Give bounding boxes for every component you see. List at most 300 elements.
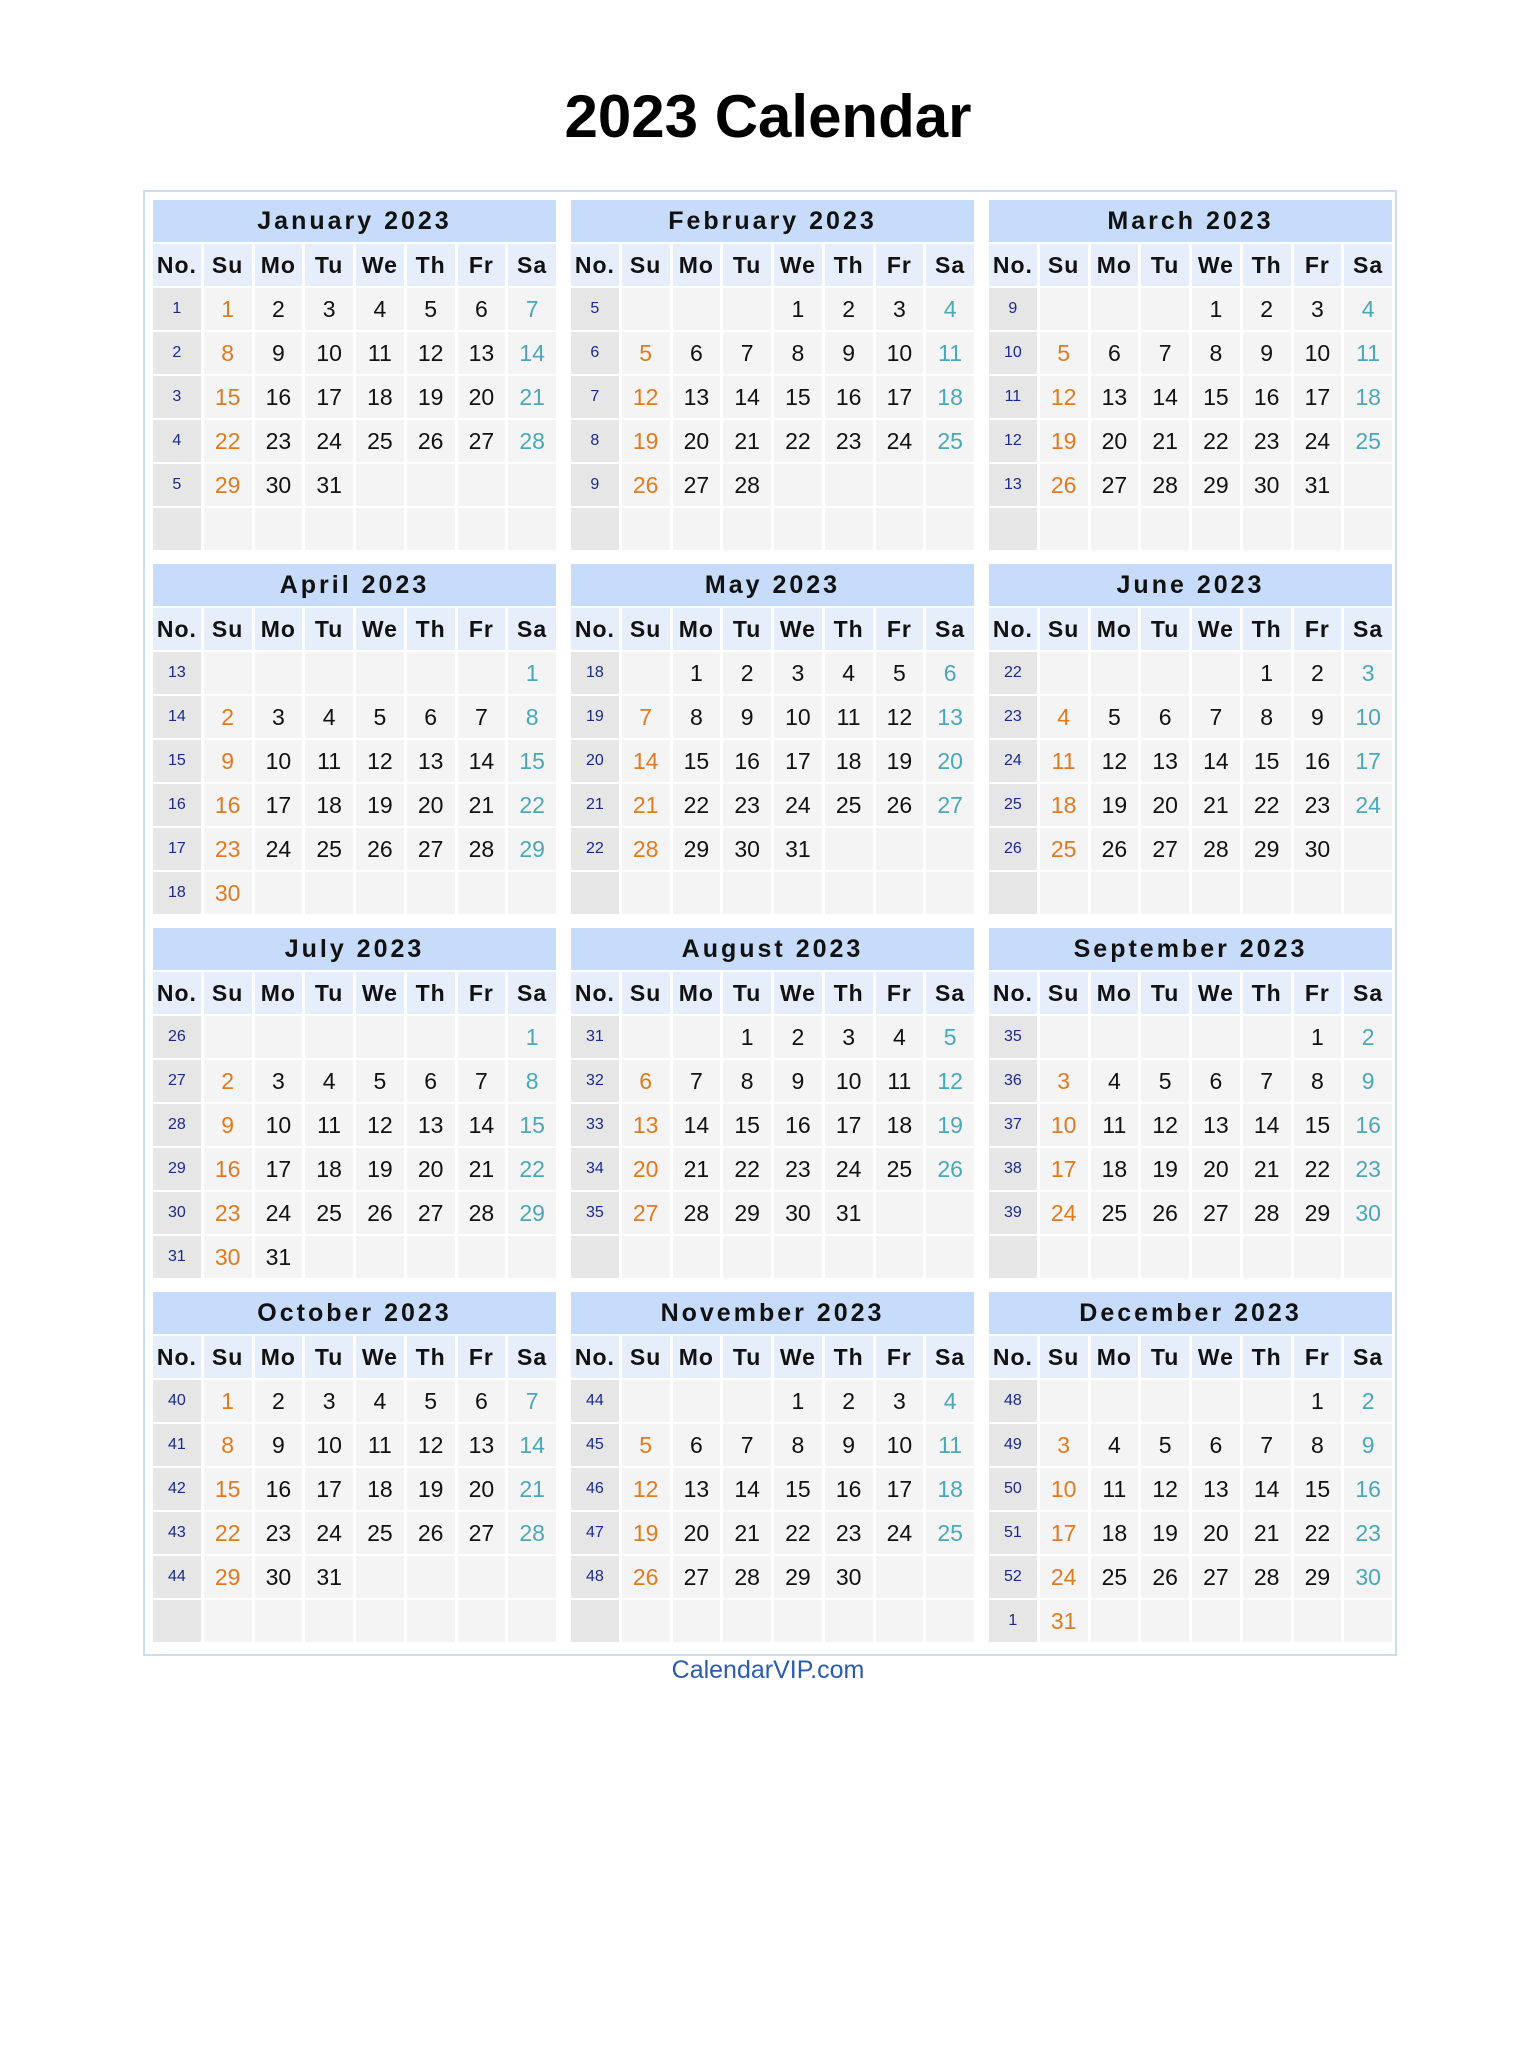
day-cell: 7 bbox=[1141, 332, 1189, 374]
week-row bbox=[571, 508, 974, 550]
day-cell: 21 bbox=[1243, 1148, 1291, 1190]
week-number: 40 bbox=[153, 1380, 201, 1422]
day-cell bbox=[1294, 872, 1342, 914]
day-cell: 8 bbox=[204, 332, 252, 374]
weekday-header-th: Th bbox=[1243, 972, 1291, 1014]
day-cell bbox=[825, 508, 873, 550]
day-cell bbox=[458, 1556, 506, 1598]
day-cell: 30 bbox=[1294, 828, 1342, 870]
day-cell: 5 bbox=[407, 288, 455, 330]
month-block bbox=[153, 200, 556, 550]
weekday-header-mo: Mo bbox=[673, 244, 721, 286]
day-cell: 19 bbox=[356, 1148, 404, 1190]
day-cell: 1 bbox=[774, 1380, 822, 1422]
week-number-header: No. bbox=[989, 244, 1037, 286]
day-cell bbox=[508, 508, 556, 550]
day-cell: 9 bbox=[825, 1424, 873, 1466]
day-cell bbox=[774, 464, 822, 506]
day-cell bbox=[356, 508, 404, 550]
day-cell bbox=[723, 508, 771, 550]
day-cell: 2 bbox=[1344, 1380, 1392, 1422]
weekday-header-row bbox=[571, 1336, 974, 1378]
day-cell: 27 bbox=[1192, 1556, 1240, 1598]
weekday-header-fr: Fr bbox=[876, 972, 924, 1014]
day-cell bbox=[1192, 1380, 1240, 1422]
day-cell: 27 bbox=[458, 1512, 506, 1554]
day-cell bbox=[1243, 872, 1291, 914]
day-cell: 23 bbox=[825, 1512, 873, 1554]
day-cell: 18 bbox=[356, 376, 404, 418]
day-cell: 27 bbox=[407, 1192, 455, 1234]
week-number: 22 bbox=[571, 828, 619, 870]
day-cell: 14 bbox=[723, 1468, 771, 1510]
day-cell bbox=[407, 1236, 455, 1278]
weekday-header-th: Th bbox=[1243, 608, 1291, 650]
day-cell: 29 bbox=[673, 828, 721, 870]
week-number: 15 bbox=[153, 740, 201, 782]
day-cell: 16 bbox=[255, 1468, 303, 1510]
week-number bbox=[989, 508, 1037, 550]
day-cell: 30 bbox=[723, 828, 771, 870]
week-row bbox=[571, 784, 974, 826]
week-row bbox=[989, 1424, 1392, 1466]
day-cell: 26 bbox=[1141, 1556, 1189, 1598]
day-cell: 17 bbox=[1344, 740, 1392, 782]
day-cell bbox=[876, 1236, 924, 1278]
day-cell: 2 bbox=[1294, 652, 1342, 694]
day-cell: 17 bbox=[774, 740, 822, 782]
week-number: 13 bbox=[989, 464, 1037, 506]
day-cell: 18 bbox=[305, 784, 353, 826]
day-cell bbox=[1192, 508, 1240, 550]
day-cell: 9 bbox=[255, 1424, 303, 1466]
weekday-header-su: Su bbox=[204, 244, 252, 286]
day-cell bbox=[1141, 1380, 1189, 1422]
day-cell: 22 bbox=[1192, 420, 1240, 462]
day-cell: 23 bbox=[255, 420, 303, 462]
weekday-header-th: Th bbox=[825, 972, 873, 1014]
weekday-header-su: Su bbox=[1040, 608, 1088, 650]
day-cell: 25 bbox=[876, 1148, 924, 1190]
day-cell: 24 bbox=[774, 784, 822, 826]
day-cell: 26 bbox=[356, 828, 404, 870]
day-cell bbox=[1344, 872, 1392, 914]
day-cell: 20 bbox=[1192, 1148, 1240, 1190]
week-row bbox=[153, 872, 556, 914]
week-row bbox=[153, 1468, 556, 1510]
day-cell bbox=[407, 1556, 455, 1598]
day-cell: 10 bbox=[255, 1104, 303, 1146]
day-cell: 28 bbox=[458, 828, 506, 870]
week-row bbox=[571, 740, 974, 782]
day-cell: 10 bbox=[1294, 332, 1342, 374]
footer-link[interactable]: CalendarVIP.com bbox=[671, 1656, 865, 1684]
day-cell: 11 bbox=[356, 332, 404, 374]
day-cell: 26 bbox=[407, 420, 455, 462]
day-cell: 8 bbox=[673, 696, 721, 738]
day-cell: 1 bbox=[204, 1380, 252, 1422]
weekday-header-we: We bbox=[1192, 608, 1240, 650]
week-number: 44 bbox=[153, 1556, 201, 1598]
day-cell: 25 bbox=[1091, 1556, 1139, 1598]
month-title: November 2023 bbox=[571, 1292, 974, 1334]
week-number bbox=[571, 1236, 619, 1278]
day-cell bbox=[774, 1600, 822, 1642]
day-cell: 3 bbox=[305, 1380, 353, 1422]
day-cell bbox=[458, 1236, 506, 1278]
weekday-header-fr: Fr bbox=[458, 1336, 506, 1378]
day-cell bbox=[255, 872, 303, 914]
weekday-header-fr: Fr bbox=[458, 608, 506, 650]
day-cell bbox=[1091, 872, 1139, 914]
weekday-header-fr: Fr bbox=[876, 1336, 924, 1378]
day-cell: 31 bbox=[1040, 1600, 1088, 1642]
weekday-header-th: Th bbox=[825, 244, 873, 286]
day-cell: 16 bbox=[1344, 1104, 1392, 1146]
day-cell bbox=[305, 652, 353, 694]
day-cell: 10 bbox=[774, 696, 822, 738]
day-cell bbox=[825, 1600, 873, 1642]
day-cell: 10 bbox=[1040, 1104, 1088, 1146]
day-cell: 26 bbox=[356, 1192, 404, 1234]
week-number-header: No. bbox=[571, 608, 619, 650]
day-cell bbox=[673, 1600, 721, 1642]
week-row bbox=[989, 1104, 1392, 1146]
day-cell: 6 bbox=[458, 288, 506, 330]
day-cell: 15 bbox=[774, 376, 822, 418]
day-cell bbox=[305, 1600, 353, 1642]
day-cell: 21 bbox=[508, 1468, 556, 1510]
day-cell: 4 bbox=[926, 288, 974, 330]
day-cell: 2 bbox=[825, 288, 873, 330]
day-cell bbox=[622, 1016, 670, 1058]
week-number-header: No. bbox=[153, 608, 201, 650]
day-cell bbox=[508, 1236, 556, 1278]
day-cell: 18 bbox=[926, 1468, 974, 1510]
day-cell: 29 bbox=[1192, 464, 1240, 506]
day-cell: 1 bbox=[1192, 288, 1240, 330]
day-cell bbox=[458, 652, 506, 694]
day-cell: 23 bbox=[774, 1148, 822, 1190]
day-cell: 4 bbox=[1091, 1424, 1139, 1466]
week-number: 4 bbox=[153, 420, 201, 462]
month-block bbox=[153, 564, 556, 914]
day-cell: 18 bbox=[1344, 376, 1392, 418]
weekday-header-sa: Sa bbox=[926, 1336, 974, 1378]
day-cell: 18 bbox=[1091, 1512, 1139, 1554]
day-cell: 23 bbox=[255, 1512, 303, 1554]
day-cell: 19 bbox=[407, 376, 455, 418]
day-cell bbox=[774, 1236, 822, 1278]
weekday-header-mo: Mo bbox=[1091, 1336, 1139, 1378]
day-cell: 19 bbox=[356, 784, 404, 826]
day-cell bbox=[458, 464, 506, 506]
day-cell bbox=[1192, 1016, 1240, 1058]
day-cell: 21 bbox=[673, 1148, 721, 1190]
weekday-header-tu: Tu bbox=[723, 972, 771, 1014]
week-number: 35 bbox=[571, 1192, 619, 1234]
day-cell: 19 bbox=[1141, 1512, 1189, 1554]
weekday-header-tu: Tu bbox=[1141, 608, 1189, 650]
weekday-header-we: We bbox=[774, 608, 822, 650]
weekday-header-mo: Mo bbox=[673, 1336, 721, 1378]
day-cell: 21 bbox=[1243, 1512, 1291, 1554]
day-cell bbox=[255, 1016, 303, 1058]
week-row bbox=[153, 288, 556, 330]
week-row bbox=[989, 784, 1392, 826]
day-cell: 28 bbox=[1243, 1192, 1291, 1234]
week-row bbox=[989, 872, 1392, 914]
day-cell: 17 bbox=[1040, 1512, 1088, 1554]
week-number: 48 bbox=[989, 1380, 1037, 1422]
day-cell: 30 bbox=[1344, 1556, 1392, 1598]
day-cell: 19 bbox=[622, 1512, 670, 1554]
day-cell: 4 bbox=[926, 1380, 974, 1422]
week-row bbox=[989, 652, 1392, 694]
week-number: 34 bbox=[571, 1148, 619, 1190]
day-cell: 4 bbox=[305, 696, 353, 738]
weekday-header-row bbox=[153, 972, 556, 1014]
month-title: March 2023 bbox=[989, 200, 1392, 242]
day-cell: 3 bbox=[774, 652, 822, 694]
weekday-header-sa: Sa bbox=[1344, 1336, 1392, 1378]
day-cell: 19 bbox=[1040, 420, 1088, 462]
day-cell bbox=[825, 1236, 873, 1278]
day-cell bbox=[1192, 1236, 1240, 1278]
day-cell: 26 bbox=[622, 464, 670, 506]
month-title: January 2023 bbox=[153, 200, 556, 242]
month-title: February 2023 bbox=[571, 200, 974, 242]
day-cell bbox=[305, 872, 353, 914]
day-cell: 31 bbox=[305, 1556, 353, 1598]
week-number: 52 bbox=[989, 1556, 1037, 1598]
day-cell: 5 bbox=[1141, 1060, 1189, 1102]
day-cell: 6 bbox=[1091, 332, 1139, 374]
week-number: 2 bbox=[153, 332, 201, 374]
day-cell: 14 bbox=[673, 1104, 721, 1146]
week-row bbox=[989, 1060, 1392, 1102]
day-cell: 2 bbox=[1344, 1016, 1392, 1058]
day-cell bbox=[356, 464, 404, 506]
week-number: 29 bbox=[153, 1148, 201, 1190]
day-cell: 21 bbox=[458, 784, 506, 826]
week-row bbox=[989, 1556, 1392, 1598]
day-cell: 2 bbox=[255, 288, 303, 330]
weekday-header-sa: Sa bbox=[926, 972, 974, 1014]
day-cell: 9 bbox=[204, 740, 252, 782]
day-cell bbox=[622, 288, 670, 330]
day-cell bbox=[1040, 652, 1088, 694]
day-cell: 18 bbox=[1040, 784, 1088, 826]
week-row bbox=[989, 1148, 1392, 1190]
day-cell: 13 bbox=[458, 1424, 506, 1466]
week-number: 39 bbox=[989, 1192, 1037, 1234]
weekday-header-su: Su bbox=[622, 1336, 670, 1378]
week-row bbox=[571, 1236, 974, 1278]
day-cell bbox=[926, 508, 974, 550]
day-cell bbox=[204, 1600, 252, 1642]
weekday-header-mo: Mo bbox=[255, 244, 303, 286]
month-title: December 2023 bbox=[989, 1292, 1392, 1334]
day-cell: 22 bbox=[508, 784, 556, 826]
weekday-header-sa: Sa bbox=[508, 972, 556, 1014]
day-cell: 24 bbox=[876, 1512, 924, 1554]
weekday-header-sa: Sa bbox=[508, 1336, 556, 1378]
weekday-header-row bbox=[571, 972, 974, 1014]
day-cell bbox=[1243, 1380, 1291, 1422]
day-cell bbox=[356, 1236, 404, 1278]
day-cell: 22 bbox=[1243, 784, 1291, 826]
day-cell: 7 bbox=[1243, 1424, 1291, 1466]
week-number: 31 bbox=[571, 1016, 619, 1058]
day-cell: 2 bbox=[1243, 288, 1291, 330]
day-cell: 11 bbox=[305, 1104, 353, 1146]
day-cell: 30 bbox=[255, 464, 303, 506]
month-block bbox=[571, 928, 974, 1278]
day-cell: 5 bbox=[1091, 696, 1139, 738]
day-cell: 5 bbox=[622, 332, 670, 374]
weekday-header-sa: Sa bbox=[1344, 972, 1392, 1014]
day-cell: 23 bbox=[204, 828, 252, 870]
week-row bbox=[571, 1380, 974, 1422]
week-row bbox=[571, 1104, 974, 1146]
day-cell: 21 bbox=[1192, 784, 1240, 826]
day-cell: 18 bbox=[926, 376, 974, 418]
day-cell: 15 bbox=[1294, 1104, 1342, 1146]
day-cell bbox=[723, 288, 771, 330]
month-title: June 2023 bbox=[989, 564, 1392, 606]
day-cell bbox=[1294, 508, 1342, 550]
day-cell bbox=[673, 872, 721, 914]
weekday-header-su: Su bbox=[1040, 972, 1088, 1014]
day-cell: 20 bbox=[1141, 784, 1189, 826]
week-number: 38 bbox=[989, 1148, 1037, 1190]
day-cell bbox=[255, 652, 303, 694]
month-title: September 2023 bbox=[989, 928, 1392, 970]
day-cell: 27 bbox=[407, 828, 455, 870]
day-cell: 31 bbox=[305, 464, 353, 506]
day-cell: 5 bbox=[926, 1016, 974, 1058]
week-number: 22 bbox=[989, 652, 1037, 694]
day-cell: 26 bbox=[876, 784, 924, 826]
day-cell bbox=[1091, 652, 1139, 694]
day-cell: 25 bbox=[825, 784, 873, 826]
weekday-header-we: We bbox=[1192, 244, 1240, 286]
week-row bbox=[571, 1468, 974, 1510]
week-row bbox=[571, 1060, 974, 1102]
day-cell: 28 bbox=[458, 1192, 506, 1234]
week-row bbox=[153, 420, 556, 462]
day-cell: 22 bbox=[774, 420, 822, 462]
week-row bbox=[571, 1192, 974, 1234]
day-cell: 13 bbox=[458, 332, 506, 374]
day-cell: 11 bbox=[876, 1060, 924, 1102]
week-number-header: No. bbox=[153, 972, 201, 1014]
day-cell: 15 bbox=[673, 740, 721, 782]
day-cell: 20 bbox=[458, 376, 506, 418]
day-cell: 28 bbox=[723, 1556, 771, 1598]
day-cell bbox=[508, 1556, 556, 1598]
week-number: 11 bbox=[989, 376, 1037, 418]
day-cell: 17 bbox=[255, 784, 303, 826]
weekday-header-tu: Tu bbox=[305, 608, 353, 650]
week-row bbox=[571, 872, 974, 914]
month-block bbox=[571, 1292, 974, 1642]
day-cell: 26 bbox=[1040, 464, 1088, 506]
page-title: 2023 Calendar bbox=[564, 83, 972, 150]
week-row bbox=[571, 332, 974, 374]
week-number bbox=[571, 508, 619, 550]
day-cell: 20 bbox=[1091, 420, 1139, 462]
day-cell: 25 bbox=[356, 420, 404, 462]
day-cell bbox=[1344, 508, 1392, 550]
day-cell: 24 bbox=[305, 420, 353, 462]
week-number: 9 bbox=[989, 288, 1037, 330]
day-cell: 7 bbox=[723, 332, 771, 374]
day-cell: 20 bbox=[926, 740, 974, 782]
day-cell: 8 bbox=[774, 332, 822, 374]
day-cell: 4 bbox=[1040, 696, 1088, 738]
week-row bbox=[153, 1016, 556, 1058]
week-number: 43 bbox=[153, 1512, 201, 1554]
day-cell: 9 bbox=[1344, 1424, 1392, 1466]
day-cell: 15 bbox=[204, 376, 252, 418]
day-cell: 8 bbox=[723, 1060, 771, 1102]
day-cell: 7 bbox=[508, 288, 556, 330]
week-number: 17 bbox=[153, 828, 201, 870]
weekday-header-we: We bbox=[774, 244, 822, 286]
day-cell: 21 bbox=[723, 1512, 771, 1554]
weekday-header-fr: Fr bbox=[458, 972, 506, 1014]
day-cell: 27 bbox=[622, 1192, 670, 1234]
day-cell: 3 bbox=[1344, 652, 1392, 694]
day-cell: 22 bbox=[774, 1512, 822, 1554]
day-cell: 11 bbox=[356, 1424, 404, 1466]
day-cell: 22 bbox=[1294, 1512, 1342, 1554]
day-cell: 8 bbox=[1243, 696, 1291, 738]
day-cell: 27 bbox=[1192, 1192, 1240, 1234]
day-cell: 29 bbox=[774, 1556, 822, 1598]
day-cell: 11 bbox=[825, 696, 873, 738]
day-cell: 7 bbox=[1192, 696, 1240, 738]
day-cell: 1 bbox=[508, 1016, 556, 1058]
day-cell: 24 bbox=[1040, 1192, 1088, 1234]
day-cell bbox=[673, 1016, 721, 1058]
day-cell: 28 bbox=[673, 1192, 721, 1234]
weekday-header-we: We bbox=[774, 972, 822, 1014]
day-cell: 25 bbox=[305, 828, 353, 870]
day-cell: 29 bbox=[1294, 1192, 1342, 1234]
week-number: 48 bbox=[571, 1556, 619, 1598]
day-cell: 13 bbox=[1141, 740, 1189, 782]
day-cell: 4 bbox=[356, 1380, 404, 1422]
week-row bbox=[153, 784, 556, 826]
day-cell: 20 bbox=[673, 1512, 721, 1554]
day-cell bbox=[876, 464, 924, 506]
day-cell: 11 bbox=[1091, 1468, 1139, 1510]
day-cell: 16 bbox=[774, 1104, 822, 1146]
week-number: 41 bbox=[153, 1424, 201, 1466]
week-number: 25 bbox=[989, 784, 1037, 826]
weekday-header-th: Th bbox=[1243, 1336, 1291, 1378]
week-row bbox=[571, 420, 974, 462]
day-cell: 3 bbox=[255, 1060, 303, 1102]
day-cell: 24 bbox=[255, 828, 303, 870]
day-cell: 28 bbox=[1192, 828, 1240, 870]
day-cell: 12 bbox=[1141, 1468, 1189, 1510]
day-cell bbox=[1091, 288, 1139, 330]
day-cell bbox=[926, 1192, 974, 1234]
